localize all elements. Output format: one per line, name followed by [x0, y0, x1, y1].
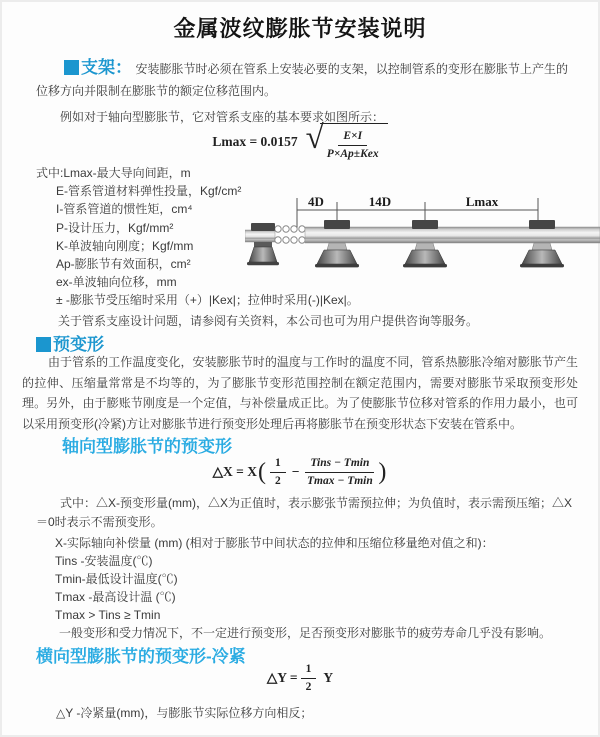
- temperature-numerator: Tins − Tmin: [305, 456, 374, 473]
- axial-preform-heading: 轴向型膨胀节的预变形: [62, 437, 232, 456]
- delta-x-lhs: △X = X: [212, 464, 257, 479]
- definition-line: K-单波轴向刚度；Kgf/mm: [56, 238, 194, 253]
- section-bullet-icon: [64, 60, 79, 75]
- delta-x-formula: [0, 456, 600, 488]
- anchor-support: [247, 223, 279, 265]
- one-half-fraction: [270, 456, 286, 489]
- half-denominator: 2: [305, 680, 312, 693]
- definition-line: Ap-膨胀节有效面积，cm²: [56, 257, 191, 272]
- pipe: [305, 227, 600, 243]
- support-closing-note: 关于管系支座设计问题，请参阅有关资料，本公司也可为用户提供咨询等服务。: [58, 313, 479, 328]
- preform-paragraph: 由于管系的工作温度变化，安装膨胀节时的温度与工作时的温度不同，管系热膨胀冷缩对膨胀节产生的拉伸、压缩量常常是不均等的，为了膨胀节变形范围控制在额定范围内，需要对膨胀节采取预变形处理。另外，由于膨账节刚度是一个定值，与补偿量成正比。为了使膨胀节位移对管系的作用力最小，也可以采用预变形(冷紧)方让对膨胀节进行预变形处理后再将膨胀节在预变形状态下安装在管系中。: [22, 355, 578, 431]
- sqrt-radical: [305, 119, 388, 162]
- lmax-formula: [0, 119, 600, 160]
- bellows-icon: [275, 226, 305, 243]
- lmax-formula-lhs: Lmax = 0.0157: [212, 134, 298, 149]
- definition-line: E-管系管道材料弹性投量，Kgf/cm²: [56, 184, 242, 199]
- definition-line: P-设计压力，Kgf/mm²: [56, 220, 174, 235]
- pipe-support-diagram: [245, 190, 600, 285]
- half-denominator: 2: [274, 474, 281, 487]
- definition-line: 式中:Lmax-最大导向间距，m: [36, 166, 191, 180]
- dimension-label-4d: 4D: [308, 194, 324, 209]
- pipe-stub: [245, 230, 275, 242]
- lateral-preform-heading: 横向型膨胀节的预变形-冷紧: [36, 647, 246, 666]
- axial-parameter-line: X-实际轴向补偿量 (mm) (相对于膨胀节中间状态的拉伸和压缩位移量绝对值之和)：: [55, 536, 494, 550]
- half-numerator: 1: [270, 456, 286, 473]
- dimension-label-14d: 14D: [368, 194, 392, 209]
- axial-parameter-list: [55, 534, 575, 642]
- definition-line: ex-单波轴向位移，mm: [56, 275, 177, 290]
- support-section-heading: [64, 58, 132, 77]
- lmax-fraction-numerator: E×I: [338, 129, 367, 146]
- temperature-denominator: Tmax − Tmin: [307, 474, 373, 487]
- minus-operator: −: [291, 464, 300, 479]
- cold-tension-note: △Y -冷紧量(mm)，与膨胀节实际位移方向相反；: [56, 706, 313, 720]
- axial-parameter-line: Tins -安装温度(℃): [55, 554, 153, 568]
- axial-explain-paragraph: 式中：△X-预变形量(mm)，△X为正值时，表示膨张节需预拉伸；为负值时，表示需预压缩；△X＝0时表示不需预变形。: [36, 496, 572, 529]
- axial-note-line: 一般变形和受力情况下，不一定进行预变形，足否预变形对膨胀节的疲劳寿命几乎没有影响。: [59, 626, 552, 640]
- lmax-fraction: [327, 129, 379, 162]
- section-bullet-icon: [36, 337, 51, 352]
- dimension-label-lmax: Lmax: [465, 194, 499, 209]
- definition-line: ± -膨胀节受压缩时采用（+）|Kex|；拉伸时采用(-)|Kex|。: [56, 293, 359, 308]
- one-half-fraction: [301, 662, 317, 695]
- half-numerator: 1: [301, 662, 317, 679]
- temperature-fraction: [305, 456, 374, 489]
- support-heading-label: 支架：: [81, 58, 133, 77]
- page-title: 金属波纹膨胀节安装说明: [173, 16, 427, 41]
- axial-parameter-line: Tmax -最高设计温 (℃): [55, 590, 176, 604]
- definition-line: I-管系管道的惯性矩，cm⁴: [56, 202, 193, 217]
- axial-parameter-line: Tmin-最低设计温度(℃): [55, 572, 178, 586]
- right-paren: ): [378, 459, 387, 485]
- delta-y-lhs: △Y =: [266, 670, 298, 685]
- axial-parameter-line: Tmax > Tins ≥ Tmin: [55, 608, 161, 622]
- support-intro-text: 安装膨胀节时必须在管系上安装必要的支架，以控制管系的变形在膨胀节上产生的位移方向并限制在膨胀节的额定位移范围内。: [36, 62, 569, 98]
- delta-y-formula: [0, 663, 600, 693]
- sqrt-sign: √: [305, 119, 324, 156]
- support-example-text: 例如对于轴向型膨胀节，它对管系支座的基本要求如图所示：: [60, 110, 385, 124]
- delta-y-rhs: Y: [323, 670, 334, 685]
- lmax-fraction-denominator: P×Ap±Kex: [326, 147, 379, 160]
- preform-heading-label: 预变形: [53, 335, 104, 354]
- support-paragraph: [36, 57, 568, 102]
- sqrt-body: [320, 123, 388, 162]
- left-paren: (: [257, 459, 266, 485]
